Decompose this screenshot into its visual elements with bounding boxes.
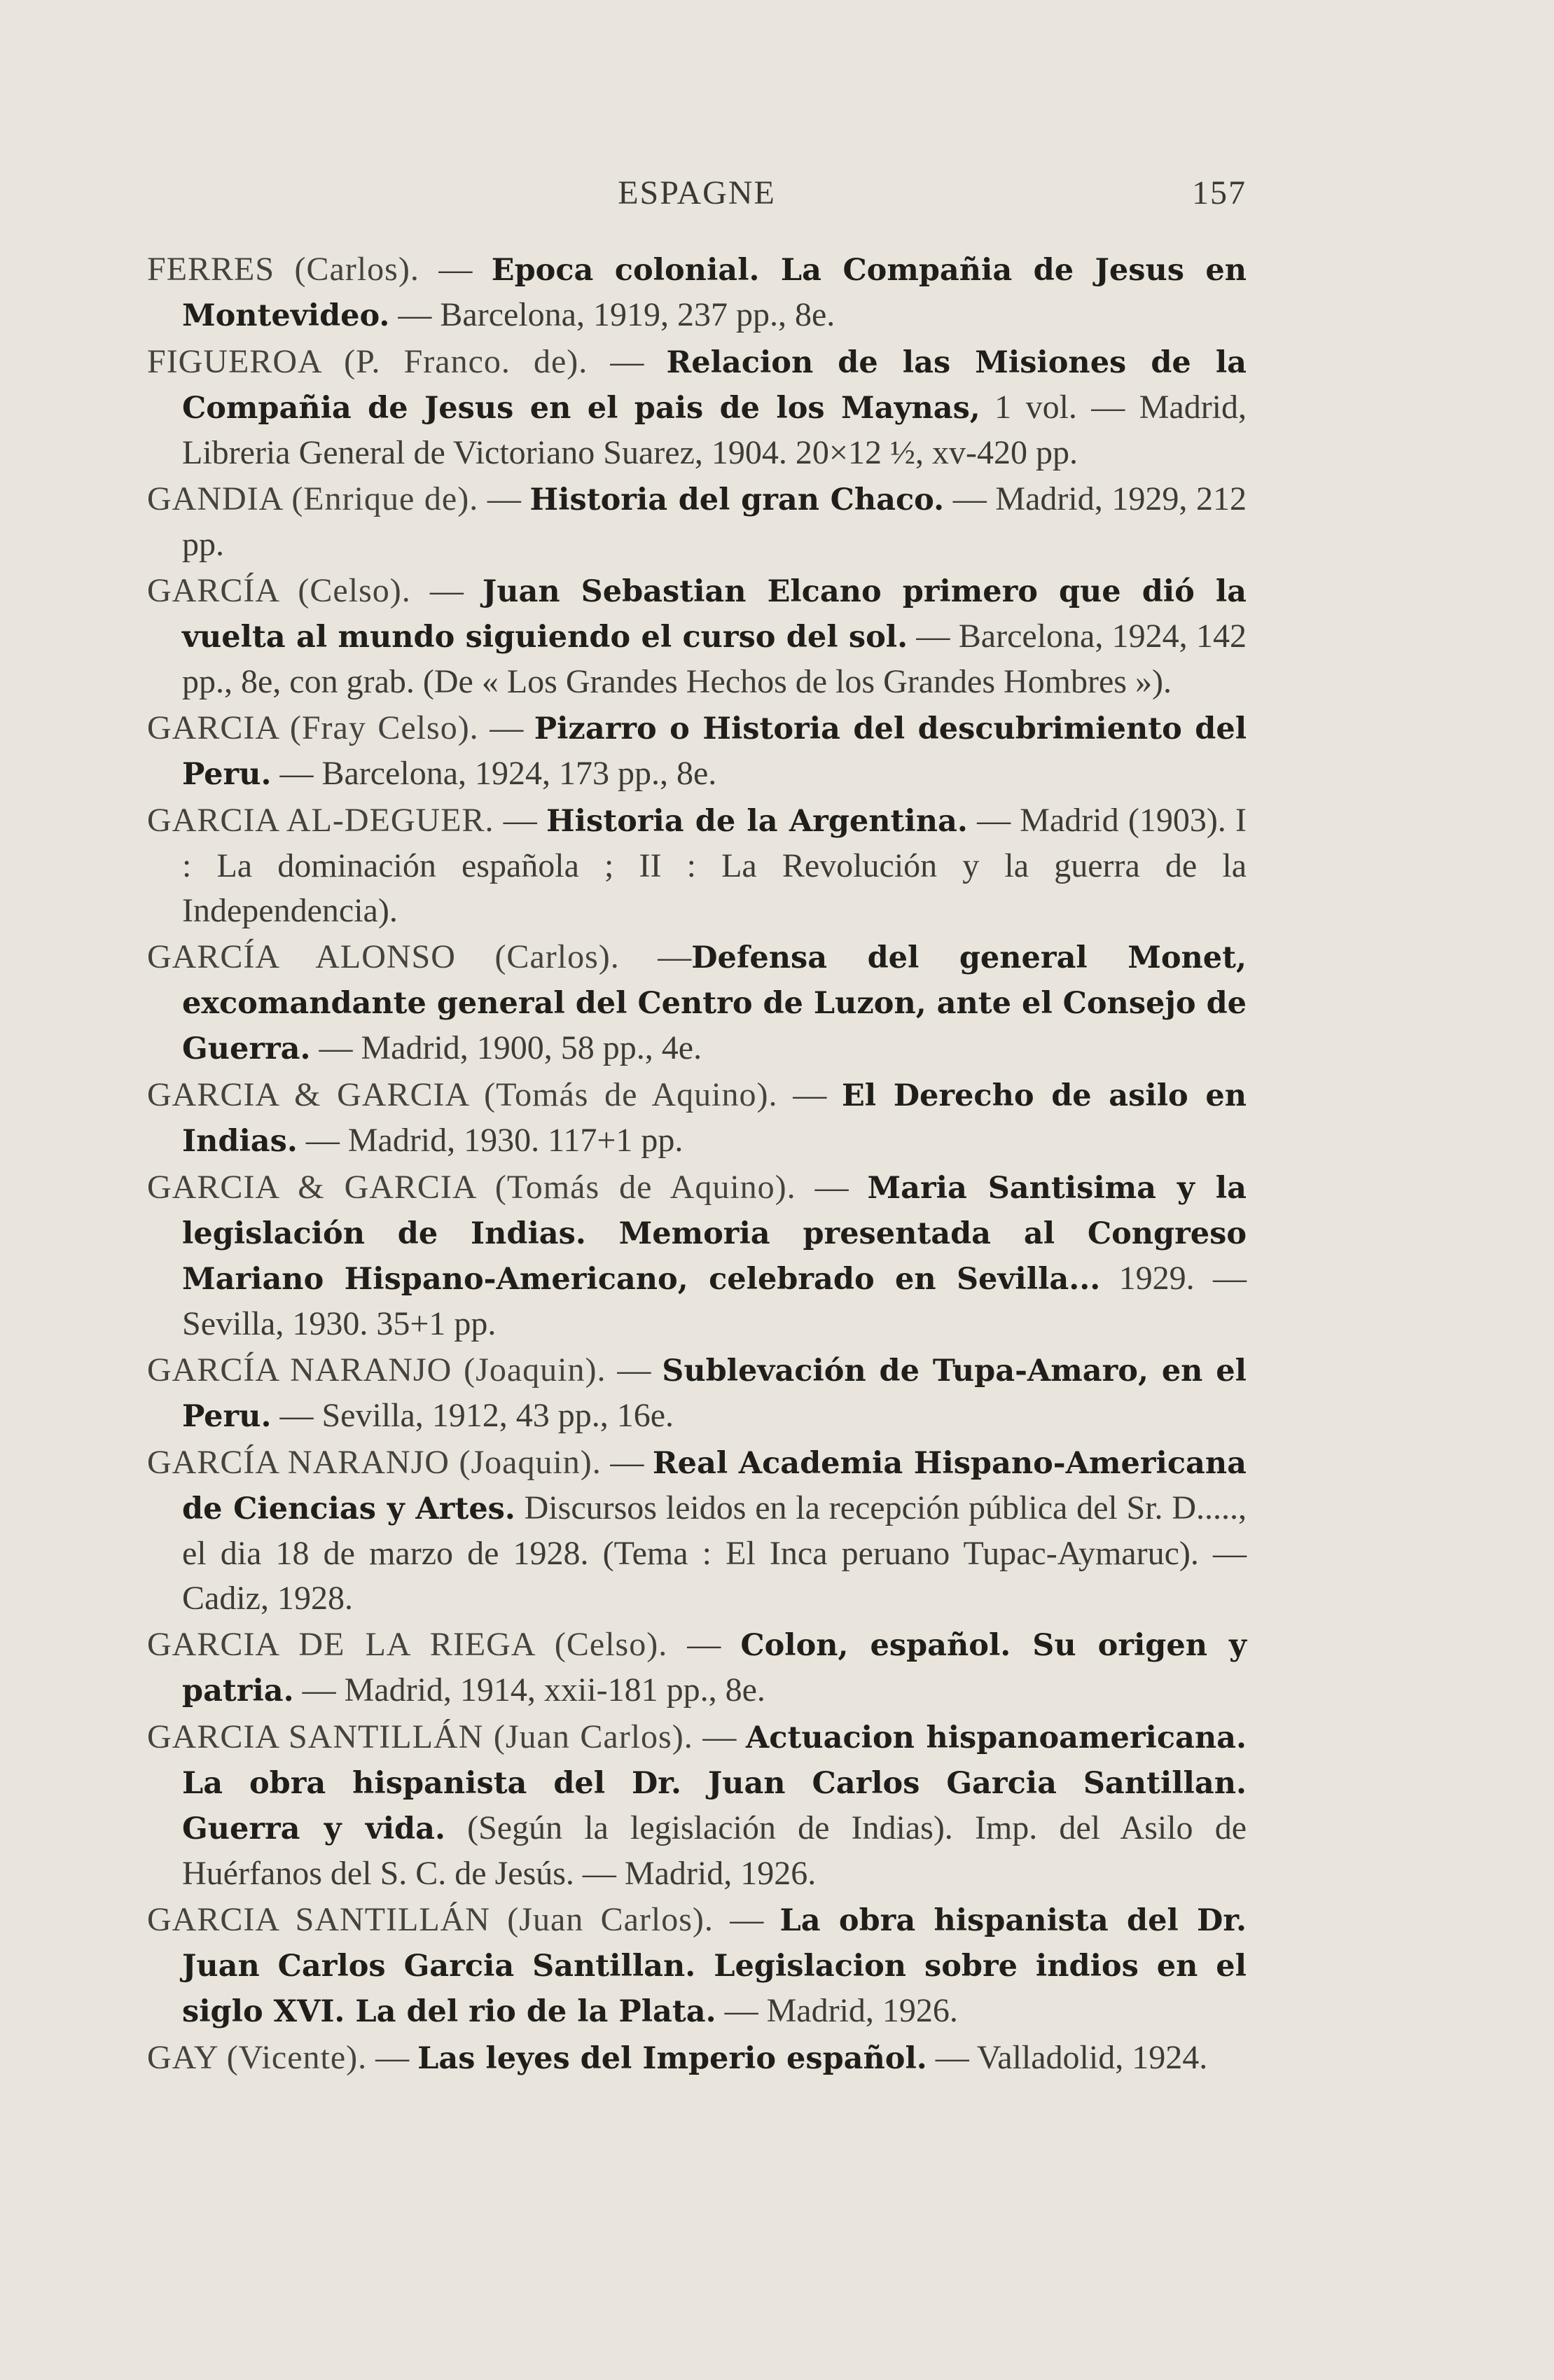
bibliography-entry: FERRES (Carlos). — Epoca colonial. La Compañia de Jesus en Montevideo. — Barcelona, 1919, 237 pp., 8e. (147, 251, 1247, 333)
entry-title: Historia de la Argentina. (546, 804, 968, 839)
bibliography-entry: GANDIA (Enrique de). — Historia del gran Chaco. — Madrid, 1929, 212 pp. (147, 480, 1247, 563)
bibliography-entry: GARCIA SANTILLÁN (Juan Carlos). — Actuacion hispanoamericana. La obra hispanista del Dr. Juan Carlos Garcia Santillan. Guerra y vida. (Según la legislación de Indias). Imp. del Asilo de Huérfanos del S. C. de Jesús. — Madrid, 1926. (147, 1718, 1247, 1892)
entry-publication: Madrid (1903). I : La dominación española ; II : La Revolución y la guerra de la Independencia). (182, 802, 1247, 929)
bibliography-entry: GARCIA & GARCIA (Tomás de Aquino). — El Derecho de asilo en Indias. — Madrid, 1930. 117+1 pp. (147, 1076, 1247, 1159)
entry-author: GARCIA & GARCIA (Tomás de Aquino). (147, 1169, 796, 1206)
entry-author: GARCIA SANTILLÁN (Juan Carlos). (147, 1901, 714, 1938)
entry-author: GAY (Vicente). (147, 2039, 368, 2076)
entry-title: Defensa del general Monet, excomandante general del Centro de Luzon, ante el Consejo de Guerra. (182, 940, 1247, 1066)
entry-author: GARCÍA ALONSO (Carlos). (147, 938, 620, 975)
entry-title: Actuacion hispanoamericana. La obra hispanista del Dr. Juan Carlos Garcia Santillan. Guerra y vida. (182, 1720, 1247, 1846)
entry-title: Epoca colonial. La Compañia de Jesus en Montevideo. (182, 253, 1247, 333)
bibliography-entry: GARCIA AL-DEGUER. — Historia de la Argentina. — Madrid (1903). I : La dominación española ; II : La Revolución y la guerra de la Independencia). (147, 802, 1247, 929)
page-number: 157 (1192, 174, 1247, 211)
entry-author: FIGUEROA (P. Franco. de). (147, 343, 588, 380)
entry-publication: 1929. — Sevilla, 1930. 35+1 pp. (182, 1260, 1247, 1342)
bibliography-entry: GARCIA SANTILLÁN (Juan Carlos). — La obra hispanista del Dr. Juan Carlos Garcia Santillan. Legislacion sobre indios en el siglo XVI. La del rio de la Plata. — Madrid, 1926. (147, 1901, 1247, 2029)
entry-publication: Discursos leidos en la recepción pública del Sr. D....., el dia 18 de marzo de 1928. (Tema : El Inca peruano Tupac-Aymaruc). — Cadiz, 1928. (182, 1489, 1247, 1617)
entry-publication: 1 vol. — Madrid, Libreria General de Victoriano Suarez, 1904. 20×12 ½, xv-420 pp. (182, 389, 1247, 471)
entry-publication: Barcelona, 1924, 173 pp., 8e. (321, 755, 717, 792)
bibliography-entry: GARCÍA NARANJO (Joaquin). — Real Academia Hispano-Americana de Ciencias y Artes. Discursos leidos en la recepción pública del Sr. D....., el dia 18 de marzo de 1928. (Tema : El Inca peruano Tupac-Aymaruc). — Cadiz, 1928. (147, 1444, 1247, 1617)
entry-title: Juan Sebastian Elcano primero que dió la vuelta al mundo siguiendo el curso del sol. (182, 574, 1247, 655)
entry-title: Colon, español. Su origen y patria. (182, 1628, 1247, 1709)
bibliography-entry: GAY (Vicente). — Las leyes del Imperio español. — Valladolid, 1924. (147, 2039, 1208, 2076)
entry-author: GARCÍA (Celso). (147, 572, 411, 609)
bibliography-entry: GARCIA (Fray Celso). — Pizarro o Historia del descubrimiento del Peru. — Barcelona, 1924, 173 pp., 8e. (147, 709, 1247, 792)
entry-publication: Sevilla, 1912, 43 pp., 16e. (321, 1397, 674, 1434)
entry-title: Historia del gran Chaco. (529, 482, 945, 517)
bibliography-entry: FIGUEROA (P. Franco. de). — Relacion de las Misiones de la Compañia de Jesus en el pais de los Maynas, 1 vol. — Madrid, Libreria General de Victoriano Suarez, 1904. 20×12 ½, xv-420 pp. (147, 343, 1247, 471)
entry-publication: Barcelona, 1924, 142 pp., 8e, con grab. (De « Los Grandes Hechos de los Grandes Hombres »). (182, 618, 1247, 700)
entry-title: La obra hispanista del Dr. Juan Carlos Garcia Santillan. Legislacion sobre indios en el siglo XVI. La del rio de la Plata. (182, 1903, 1247, 2029)
entry-publication: Madrid, 1914, xxii-181 pp., 8e. (344, 1671, 765, 1709)
bibliography-entry: GARCÍA NARANJO (Joaquin). — Sublevación de Tupa-Amaro, en el Peru. — Sevilla, 1912, 43 pp., 16e. (147, 1351, 1247, 1434)
bibliography-list (147, 247, 1247, 2082)
entry-author: GARCIA AL-DEGUER. (147, 802, 494, 839)
entry-publication: (Según la legislación de Indias). Imp. del Asilo de Huérfanos del S. C. de Jesús. — Madrid, 1926. (182, 1809, 1247, 1892)
entry-publication: Madrid, 1929, 212 pp. (182, 480, 1247, 563)
entry-title: Pizarro o Historia del descubrimiento del Peru. (182, 711, 1247, 792)
bibliography-entry: GARCÍA (Celso). — Juan Sebastian Elcano primero que dió la vuelta al mundo siguiendo el curso del sol. — Barcelona, 1924, 142 pp., 8e, con grab. (De « Los Grandes Hechos de los Grandes Hombres »). (147, 572, 1247, 700)
entry-title: Maria Santisima y la legislación de Indias. Memoria presentada al Congreso Mariano Hispano-Americano, celebrado en Sevilla... (182, 1171, 1247, 1297)
entry-publication: Madrid, 1930. 117+1 pp. (347, 1122, 684, 1159)
entry-author: GARCIA SANTILLÁN (Juan Carlos). (147, 1718, 693, 1755)
entry-publication: Madrid, 1900, 58 pp., 4e. (361, 1029, 702, 1066)
entry-title: Las leyes del Imperio español. (417, 2041, 927, 2076)
bibliography-entry: GARCIA & GARCIA (Tomás de Aquino). — Maria Santisima y la legislación de Indias. Memoria presentada al Congreso Mariano Hispano-Americano, celebrado en Sevilla... 1929. — Sevilla, 1930. 35+1 pp. (147, 1169, 1247, 1342)
entry-publication: Madrid, 1926. (766, 1992, 958, 2029)
running-header (147, 174, 1247, 216)
entry-title: Sublevación de Tupa-Amaro, en el Peru. (182, 1353, 1247, 1434)
bibliography-entry: GARCÍA ALONSO (Carlos). —Defensa del general Monet, excomandante general del Centro de Luzon, ante el Consejo de Guerra. — Madrid, 1900, 58 pp., 4e. (147, 938, 1247, 1066)
entry-title: Real Academia Hispano-Americana de Ciencias y Artes. (182, 1446, 1247, 1526)
running-title: ESPAGNE (618, 174, 776, 211)
entry-author: GARCIA & GARCIA (Tomás de Aquino). (147, 1076, 778, 1113)
bibliography-entry: GARCIA DE LA RIEGA (Celso). — Colon, español. Su origen y patria. — Madrid, 1914, xxii-181 pp., 8e. (147, 1626, 1247, 1709)
entry-publication: Valladolid, 1924. (976, 2039, 1208, 2076)
entry-author: GARCÍA NARANJO (Joaquin). (147, 1444, 602, 1481)
entry-author: FERRES (Carlos). (147, 251, 419, 288)
entry-author: GARCIA DE LA RIEGA (Celso). (147, 1626, 668, 1663)
entry-author: GARCÍA NARANJO (Joaquin). (147, 1351, 606, 1389)
entry-author: GARCIA (Fray Celso). (147, 709, 479, 746)
entry-title: Relacion de las Misiones de la Compañia de Jesus en el pais de los Maynas, (182, 345, 1247, 426)
entry-author: GANDIA (Enrique de). (147, 480, 479, 517)
entry-publication: Barcelona, 1919, 237 pp., 8e. (440, 296, 835, 333)
entry-title: El Derecho de asilo en Indias. (182, 1078, 1247, 1159)
